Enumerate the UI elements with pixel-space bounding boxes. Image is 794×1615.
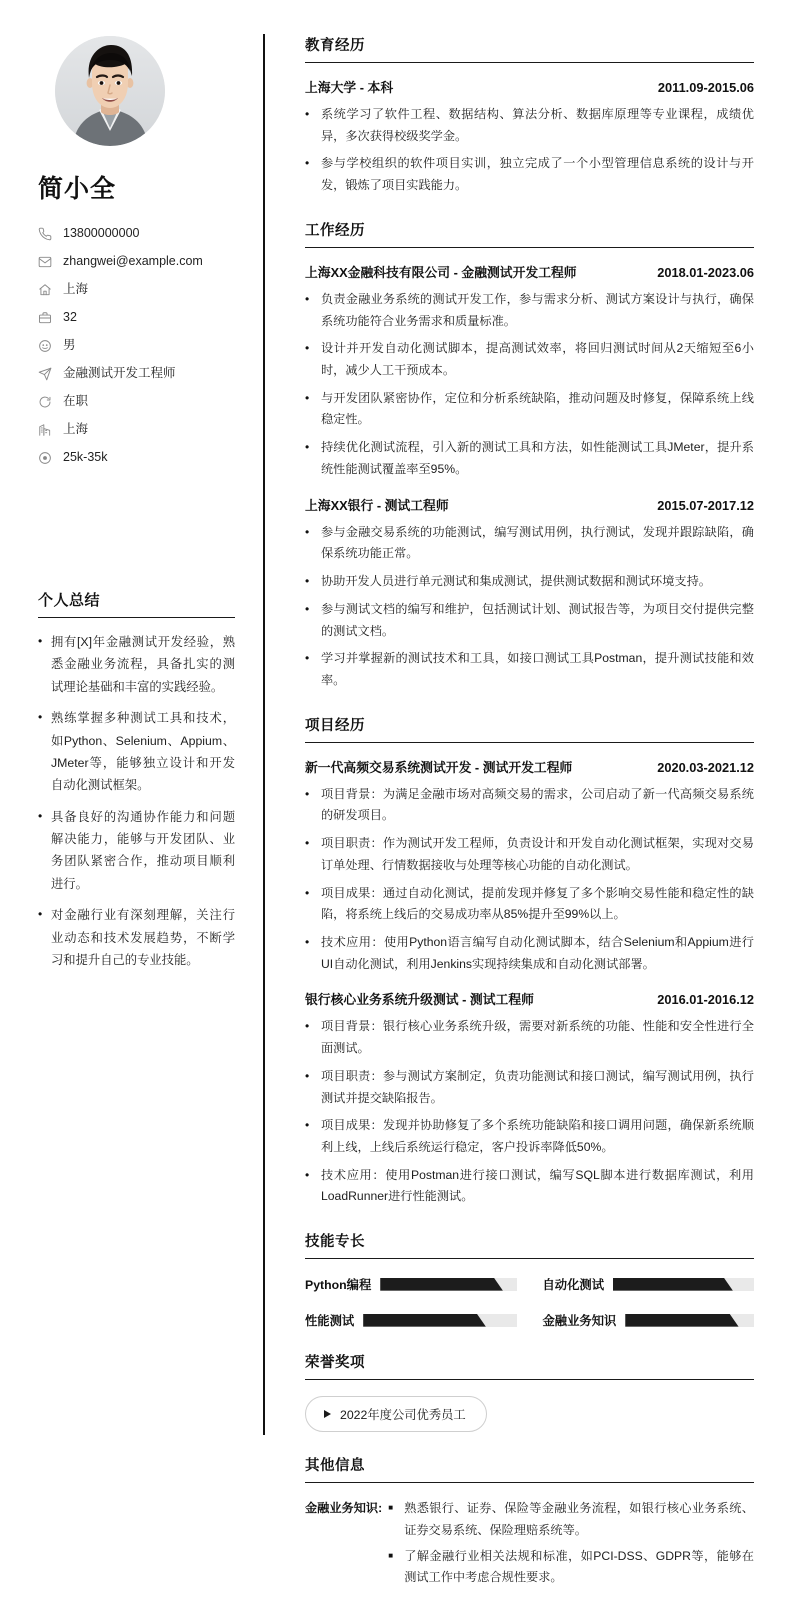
list-item [305, 289, 754, 332]
bullet-dot: • [305, 156, 310, 171]
bullet-text: 项目职责：作为测试开发工程师，负责设计和开发自动化测试框架，实现对交易订单处理、行情数据接收与处理等核心功能的自动化测试。 [321, 836, 754, 872]
bullet-text: 项目背景：银行核心业务系统升级，需要对新系统的功能、性能和安全性进行全面测试。 [321, 1019, 754, 1056]
section-summary [38, 589, 235, 971]
other-info-items [388, 1498, 754, 1593]
bullet-dot: • [305, 836, 310, 851]
building-icon [38, 423, 52, 437]
list-item [305, 648, 754, 691]
bullet-text: 拥有[X]年金融测试开发经验，熟悉金融业务流程，具备扎实的测试理论基础和丰富的实践经验。 [51, 635, 235, 694]
list-item [38, 707, 235, 797]
contact-email[interactable] [38, 249, 235, 275]
contact-value: 金融测试开发工程师 [63, 366, 176, 381]
contact-age [38, 305, 235, 331]
bullet-text: 项目成果：发现并协助修复了多个系统功能缺陷和接口调用问题，确保新系统顺利上线，上线后系统运行稳定，客户投诉率降低50%。 [321, 1118, 754, 1154]
entry-title: 上海大学 - 本科 [305, 80, 394, 95]
bullet-dot: • [305, 291, 310, 306]
skill-progress-track [613, 1278, 754, 1291]
list-item [305, 104, 754, 147]
column-divider [263, 34, 265, 1435]
list-item [305, 338, 754, 381]
entry-header [305, 989, 754, 1008]
section-heading: 技能专长 [305, 1230, 754, 1259]
bullet-text: 协助开发人员进行单元测试和集成测试，提供测试数据和测试环境支持。 [321, 574, 711, 589]
skill-progress-fill [625, 1314, 738, 1327]
list-item [305, 522, 754, 565]
list-item [305, 571, 754, 593]
list-item [305, 1165, 754, 1208]
bullet-dot: • [305, 651, 310, 666]
bullet-dot: • [305, 885, 310, 900]
skill-label: Python编程 [305, 1278, 372, 1293]
bullet-dot: • [305, 107, 310, 121]
bullet-square: ■ [388, 1550, 394, 1560]
summary-bullets [38, 631, 235, 971]
contact-position [38, 361, 235, 387]
target-icon [38, 451, 52, 465]
skill-progress-track [625, 1314, 754, 1327]
entry-date: 2011.09-2015.06 [657, 80, 754, 95]
skill-progress-fill [380, 1278, 503, 1291]
section-skills [305, 1230, 754, 1329]
contact-value: 上海 [63, 282, 89, 297]
list-item [305, 784, 754, 827]
contact-gender [38, 333, 235, 359]
bullet-text: 项目职责：参与测试方案制定，负责功能测试和接口测试，编写测试用例，执行测试并提交缺陷报告。 [321, 1068, 754, 1105]
project-entry [305, 757, 754, 976]
contact-value: 男 [63, 338, 76, 353]
bullet-dot: • [305, 1118, 310, 1133]
bullet-dot: • [305, 1019, 310, 1034]
entry-bullets [305, 104, 754, 197]
bullet-text: 参与学校组织的软件项目实训，独立完成了一个小型管理信息系统的设计与开发，锻炼了项目实践能力。 [321, 156, 754, 193]
list-item [305, 437, 754, 480]
section-heading: 教育经历 [305, 34, 754, 63]
bullet-text: 具备良好的沟通协作能力和问题解决能力，能够与开发团队、业务团队紧密合作，推动项目顺利进行。 [51, 809, 235, 891]
project-entry [305, 989, 754, 1208]
entry-title: 上海XX银行 - 测试工程师 [305, 497, 449, 513]
skill-label: 性能测试 [305, 1314, 355, 1329]
bullet-dot: • [305, 601, 310, 616]
section-heading: 荣誉奖项 [305, 1351, 754, 1380]
bullet-text: 了解金融行业相关法规和标准，如PCI-DSS、GDPR等，能够在测试工作中考虑合规性要求。 [404, 1548, 754, 1585]
entry-date: 2018.01-2023.06 [657, 264, 754, 280]
contact-phone[interactable] [38, 221, 235, 247]
other-info-row [305, 1498, 754, 1593]
refresh-icon [38, 395, 52, 409]
contact-hometown [38, 277, 235, 303]
list-item [305, 883, 754, 926]
list-item [305, 599, 754, 642]
skill-item-finance [543, 1311, 755, 1329]
list-item [305, 932, 754, 975]
bullet-text: 项目背景：为满足金融市场对高频交易的需求，公司启动了新一代高频交易系统的研发项目。 [321, 786, 754, 823]
profile-photo [55, 36, 165, 146]
entry-date: 2016.01-2016.12 [657, 992, 754, 1008]
bullet-text: 参与金融交易系统的功能测试，编写测试用例，执行测试，发现并跟踪缺陷，确保系统功能正常。 [321, 524, 754, 561]
list-item [305, 1115, 754, 1158]
contact-value: 25k-35k [63, 450, 108, 465]
skill-progress-track [363, 1314, 516, 1327]
entry-bullets [305, 522, 754, 692]
face-icon [38, 339, 52, 353]
section-heading: 工作经历 [305, 219, 754, 248]
work-entry [305, 262, 754, 481]
list-item [305, 388, 754, 431]
bullet-dot: • [305, 934, 310, 949]
skill-progress-fill [613, 1278, 733, 1291]
list-item [305, 1016, 754, 1059]
bullet-text: 持续优化测试流程，引入新的测试工具和方法，如性能测试工具JMeter，提升系统性能测试覆盖率至95%。 [321, 440, 754, 476]
section-heading: 个人总结 [38, 589, 235, 618]
section-awards [305, 1351, 754, 1432]
list-item [305, 833, 754, 876]
bullet-dot: • [305, 524, 310, 539]
main-content [263, 0, 794, 1615]
bullet-text: 参与测试文档的编写和维护，包括测试计划、测试报告等，为项目交付提供完整的测试文档。 [321, 601, 754, 638]
bullet-text: 负责金融业务系统的测试开发工作，参与需求分析、测试方案设计与执行，确保系统功能符合业务需求和质量标准。 [321, 291, 754, 328]
entry-date: 2020.03-2021.12 [657, 759, 754, 775]
contact-status [38, 389, 235, 415]
briefcase-icon [38, 311, 52, 325]
contact-value: zhangwei@example.com [63, 254, 203, 269]
entry-title: 银行核心业务系统升级测试 - 测试工程师 [305, 992, 534, 1008]
entry-header [305, 757, 754, 776]
award-list [305, 1396, 754, 1432]
bullet-text: 熟悉银行、证券、保险等金融业务流程，如银行核心业务系统、证券交易系统、保险理赔系统等。 [404, 1501, 754, 1537]
section-education [305, 34, 754, 197]
entry-date: 2015.07-2017.12 [657, 497, 754, 513]
bullet-dot: • [38, 634, 43, 648]
list-item [38, 806, 235, 896]
bullet-dot: • [38, 808, 43, 823]
list-item [388, 1546, 754, 1589]
contact-value: 在职 [63, 394, 89, 409]
bullet-dot: • [305, 341, 310, 356]
entry-bullets [305, 1016, 754, 1208]
section-projects [305, 714, 754, 1209]
contact-list [38, 221, 235, 471]
skill-list [305, 1275, 754, 1329]
bullet-text: 技术应用：使用Python语言编写自动化测试脚本，结合Selenium和Appium进行UI自动化测试，利用Jenkins实现持续集成和自动化测试部署。 [321, 934, 754, 971]
bullet-text: 对金融行业有深刻理解，关注行业动态和技术发展趋势，不断学习和提升自己的专业技能。 [51, 908, 235, 967]
list-item [38, 904, 235, 971]
skill-progress-fill [363, 1314, 486, 1327]
entry-header [305, 77, 754, 96]
skill-item-performance [305, 1311, 517, 1329]
phone-icon [38, 227, 52, 241]
caret-right-icon [324, 1410, 331, 1418]
education-entry [305, 77, 754, 197]
sidebar [0, 0, 263, 980]
bullet-dot: • [305, 390, 310, 405]
bullet-square: ■ [388, 1503, 394, 1513]
entry-title: 上海XX金融科技有限公司 - 金融测试开发工程师 [305, 264, 577, 280]
entry-bullets [305, 784, 754, 976]
bullet-text: 设计并开发自动化测试脚本，提高测试效率，将回归测试时间从2天缩短至6小时，减少人工干预成本。 [321, 341, 754, 378]
skill-item-automation [543, 1275, 755, 1293]
section-other-info [305, 1454, 754, 1593]
skill-item-python [305, 1275, 517, 1293]
paper-plane-icon [38, 367, 52, 381]
page-title: 简小全 [38, 175, 117, 203]
section-heading: 项目经历 [305, 714, 754, 743]
bullet-dot: • [305, 574, 310, 589]
work-entry [305, 495, 754, 692]
bullet-text: 项目成果：通过自动化测试，提前发现并修复了多个影响交易性能和稳定性的缺陷，将系统上线后的交易成功率从85%提升至99%以上。 [321, 885, 754, 922]
award-badge[interactable] [305, 1396, 487, 1432]
list-item [38, 631, 235, 698]
entry-header [305, 495, 754, 514]
entry-bullets [305, 289, 754, 481]
bullet-text: 系统学习了软件工程、数据结构、算法分析、数据库原理等专业课程，成绩优异，多次获得校级奖学金。 [321, 107, 754, 143]
contact-value: 13800000000 [63, 226, 140, 241]
bullet-dot: • [38, 710, 43, 725]
entry-header [305, 262, 754, 281]
bullet-text: 熟练掌握多种测试工具和技术，如Python、Selenium、Appium、JMeter等，能够独立设计和开发自动化测试框架。 [51, 711, 235, 793]
bullet-dot: • [305, 1068, 310, 1083]
award-label: 2022年度公司优秀员工 [340, 1408, 466, 1423]
bullet-dot: • [305, 786, 310, 801]
envelope-icon [38, 255, 52, 269]
bullet-text: 与开发团队紧密协作，定位和分析系统缺陷，推动问题及时修复，保障系统上线稳定性。 [321, 390, 754, 427]
bullet-text: 技术应用：使用Postman进行接口测试，编写SQL脚本进行数据库测试，利用LoadRunner进行性能测试。 [321, 1167, 754, 1204]
section-heading: 其他信息 [305, 1454, 754, 1483]
bullet-dot: • [38, 907, 43, 922]
list-item [305, 153, 754, 196]
section-work [305, 219, 754, 692]
bullet-dot: • [305, 440, 310, 455]
contact-city [38, 417, 235, 443]
bullet-text: 学习并掌握新的测试技术和工具，如接口测试工具Postman，提升测试技能和效率。 [321, 651, 754, 687]
list-item [388, 1498, 754, 1541]
skill-label: 金融业务知识 [542, 1314, 617, 1329]
contact-salary [38, 445, 235, 471]
entry-title: 新一代高频交易系统测试开发 - 测试开发工程师 [305, 759, 573, 775]
other-info-label: 金融业务知识: [305, 1501, 383, 1516]
skill-progress-track [380, 1278, 516, 1291]
contact-value: 32 [63, 310, 77, 325]
avatar [55, 36, 165, 146]
skill-label: 自动化测试 [542, 1278, 604, 1293]
bullet-dot: • [305, 1167, 310, 1182]
list-item [305, 1066, 754, 1109]
contact-value: 上海 [63, 422, 89, 437]
home-icon [38, 283, 52, 297]
